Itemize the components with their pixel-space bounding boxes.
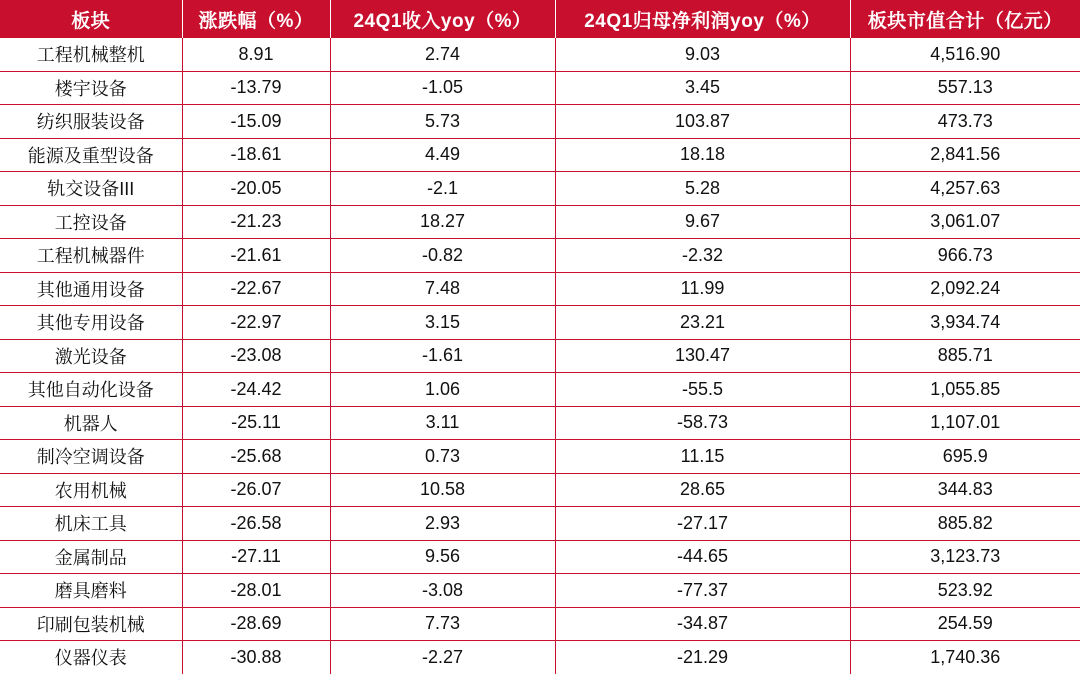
cell-price-change: -30.88 [182, 641, 330, 674]
cell-market-cap: 4,516.90 [850, 38, 1080, 71]
cell-price-change: -25.68 [182, 440, 330, 474]
cell-market-cap: 4,257.63 [850, 172, 1080, 206]
cell-sector: 机床工具 [0, 507, 182, 541]
cell-sector: 印刷包装机械 [0, 607, 182, 641]
cell-price-change: -28.01 [182, 574, 330, 608]
cell-net-profit-yoy: 103.87 [555, 105, 850, 139]
column-header-net-profit-yoy: 24Q1归母净利润yoy（%） [555, 0, 850, 38]
cell-sector: 磨具磨料 [0, 574, 182, 608]
table-row [0, 172, 1080, 206]
table-row [0, 641, 1080, 674]
table-row [0, 306, 1080, 340]
cell-price-change: -25.11 [182, 406, 330, 440]
table-row [0, 406, 1080, 440]
cell-price-change: 8.91 [182, 38, 330, 71]
cell-net-profit-yoy: -58.73 [555, 406, 850, 440]
cell-revenue-yoy: 2.74 [330, 38, 555, 71]
cell-market-cap: 1,740.36 [850, 641, 1080, 674]
cell-revenue-yoy: -2.1 [330, 172, 555, 206]
cell-sector: 其他通用设备 [0, 272, 182, 306]
cell-market-cap: 695.9 [850, 440, 1080, 474]
cell-market-cap: 885.82 [850, 507, 1080, 541]
cell-price-change: -24.42 [182, 373, 330, 407]
cell-revenue-yoy: -1.61 [330, 339, 555, 373]
cell-price-change: -26.07 [182, 473, 330, 507]
column-header-price-change: 涨跌幅（%） [182, 0, 330, 38]
cell-net-profit-yoy: -21.29 [555, 641, 850, 674]
cell-net-profit-yoy: -27.17 [555, 507, 850, 541]
cell-market-cap: 1,107.01 [850, 406, 1080, 440]
cell-price-change: -23.08 [182, 339, 330, 373]
table-row [0, 38, 1080, 71]
cell-revenue-yoy: 3.11 [330, 406, 555, 440]
cell-sector: 仪器仪表 [0, 641, 182, 674]
cell-sector: 其他自动化设备 [0, 373, 182, 407]
cell-price-change: -21.23 [182, 205, 330, 239]
cell-sector: 纺织服装设备 [0, 105, 182, 139]
cell-net-profit-yoy: 5.28 [555, 172, 850, 206]
column-header-revenue-yoy: 24Q1收入yoy（%） [330, 0, 555, 38]
cell-sector: 农用机械 [0, 473, 182, 507]
table-row [0, 272, 1080, 306]
table-header-row [0, 0, 1080, 38]
cell-net-profit-yoy: 9.67 [555, 205, 850, 239]
cell-market-cap: 2,092.24 [850, 272, 1080, 306]
table-row [0, 373, 1080, 407]
table-row [0, 574, 1080, 608]
cell-revenue-yoy: -1.05 [330, 71, 555, 105]
cell-net-profit-yoy: -2.32 [555, 239, 850, 273]
cell-price-change: -26.58 [182, 507, 330, 541]
cell-price-change: -22.67 [182, 272, 330, 306]
cell-net-profit-yoy: -77.37 [555, 574, 850, 608]
cell-revenue-yoy: 2.93 [330, 507, 555, 541]
cell-revenue-yoy: -0.82 [330, 239, 555, 273]
table-row [0, 105, 1080, 139]
cell-market-cap: 885.71 [850, 339, 1080, 373]
cell-revenue-yoy: 5.73 [330, 105, 555, 139]
cell-revenue-yoy: 18.27 [330, 205, 555, 239]
cell-revenue-yoy: 7.48 [330, 272, 555, 306]
cell-revenue-yoy: -2.27 [330, 641, 555, 674]
cell-market-cap: 3,061.07 [850, 205, 1080, 239]
table-row [0, 138, 1080, 172]
table-row [0, 540, 1080, 574]
cell-revenue-yoy: 4.49 [330, 138, 555, 172]
cell-net-profit-yoy: -44.65 [555, 540, 850, 574]
cell-price-change: -20.05 [182, 172, 330, 206]
cell-market-cap: 344.83 [850, 473, 1080, 507]
table-row [0, 507, 1080, 541]
cell-market-cap: 3,123.73 [850, 540, 1080, 574]
cell-sector: 其他专用设备 [0, 306, 182, 340]
cell-sector: 能源及重型设备 [0, 138, 182, 172]
cell-market-cap: 3,934.74 [850, 306, 1080, 340]
table-row [0, 607, 1080, 641]
cell-revenue-yoy: 1.06 [330, 373, 555, 407]
cell-sector: 工控设备 [0, 205, 182, 239]
column-header-sector: 板块 [0, 0, 182, 38]
cell-market-cap: 557.13 [850, 71, 1080, 105]
cell-net-profit-yoy: 11.15 [555, 440, 850, 474]
cell-price-change: -22.97 [182, 306, 330, 340]
cell-net-profit-yoy: -34.87 [555, 607, 850, 641]
cell-price-change: -28.69 [182, 607, 330, 641]
table-body [0, 38, 1080, 674]
cell-sector: 激光设备 [0, 339, 182, 373]
cell-price-change: -21.61 [182, 239, 330, 273]
table-row [0, 473, 1080, 507]
column-header-market-cap: 板块市值合计（亿元） [850, 0, 1080, 38]
cell-market-cap: 473.73 [850, 105, 1080, 139]
cell-sector: 机器人 [0, 406, 182, 440]
cell-sector: 工程机械器件 [0, 239, 182, 273]
cell-market-cap: 966.73 [850, 239, 1080, 273]
cell-revenue-yoy: 9.56 [330, 540, 555, 574]
cell-revenue-yoy: 7.73 [330, 607, 555, 641]
cell-sector: 制冷空调设备 [0, 440, 182, 474]
cell-market-cap: 254.59 [850, 607, 1080, 641]
table-row [0, 440, 1080, 474]
cell-net-profit-yoy: 23.21 [555, 306, 850, 340]
cell-net-profit-yoy: 3.45 [555, 71, 850, 105]
cell-sector: 金属制品 [0, 540, 182, 574]
cell-net-profit-yoy: 18.18 [555, 138, 850, 172]
cell-net-profit-yoy: 130.47 [555, 339, 850, 373]
cell-revenue-yoy: 0.73 [330, 440, 555, 474]
cell-net-profit-yoy: -55.5 [555, 373, 850, 407]
cell-price-change: -15.09 [182, 105, 330, 139]
cell-sector: 工程机械整机 [0, 38, 182, 71]
table-row [0, 205, 1080, 239]
table-row [0, 71, 1080, 105]
cell-revenue-yoy: 3.15 [330, 306, 555, 340]
cell-sector: 轨交设备III [0, 172, 182, 206]
cell-market-cap: 2,841.56 [850, 138, 1080, 172]
cell-sector: 楼宇设备 [0, 71, 182, 105]
cell-revenue-yoy: 10.58 [330, 473, 555, 507]
cell-price-change: -27.11 [182, 540, 330, 574]
cell-price-change: -18.61 [182, 138, 330, 172]
cell-price-change: -13.79 [182, 71, 330, 105]
cell-net-profit-yoy: 11.99 [555, 272, 850, 306]
cell-net-profit-yoy: 28.65 [555, 473, 850, 507]
cell-market-cap: 1,055.85 [850, 373, 1080, 407]
table-row [0, 339, 1080, 373]
cell-net-profit-yoy: 9.03 [555, 38, 850, 71]
cell-market-cap: 523.92 [850, 574, 1080, 608]
table-row [0, 239, 1080, 273]
cell-revenue-yoy: -3.08 [330, 574, 555, 608]
